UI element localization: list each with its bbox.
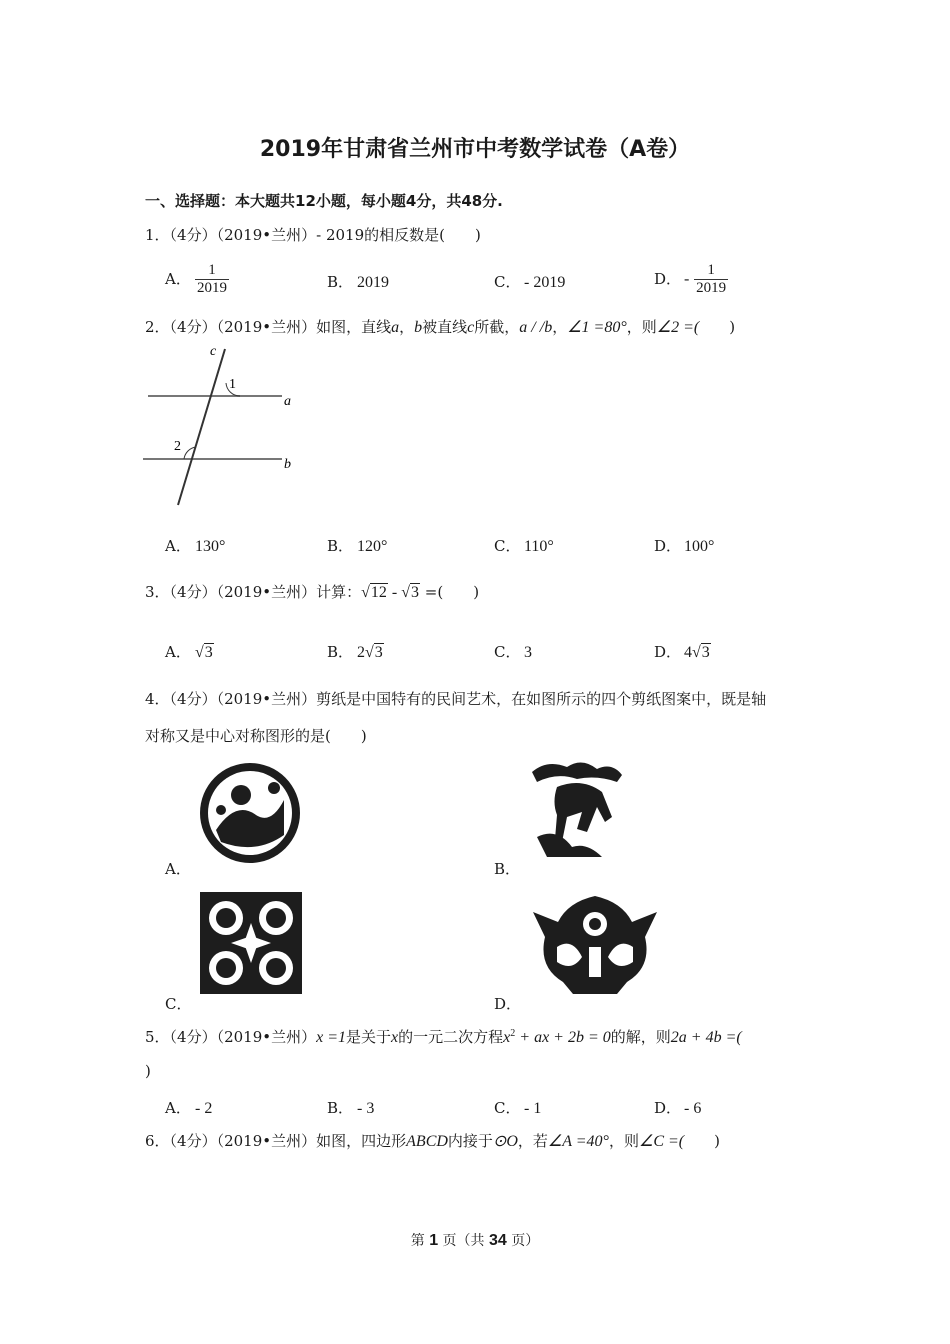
- question-3: 3．（4分）（2019•兰州）计算：√12 - √3 =( ): [145, 583, 480, 601]
- fraction: $\frac{1}{2019}$: [696, 262, 727, 296]
- option-d: D． - $\frac{1}{2019}$: [654, 262, 727, 296]
- question-2: 2．（4分）（2019•兰州）如图，直线a，b被直线c所截，a / /b，∠1 =80°，则∠2 =( ): [145, 318, 736, 336]
- option-b: B． 120°: [327, 537, 388, 555]
- option-d: D． - 6: [654, 1099, 702, 1117]
- label-1: 1: [229, 377, 236, 392]
- option-a: A． - 2: [165, 1099, 213, 1117]
- option-value: - 2019: [524, 274, 566, 291]
- question-number: 1．: [145, 226, 170, 244]
- label-2: 2: [174, 439, 181, 454]
- option-d: D． 100°: [654, 537, 715, 555]
- question-1: [145, 224, 481, 245]
- papercut-c-image: [196, 888, 306, 998]
- question-text: - 2019的相反数是( ): [316, 226, 481, 244]
- option-a: A．: [165, 860, 191, 878]
- option-b: B． 2√3: [327, 643, 383, 661]
- option-a: A． √3: [165, 643, 213, 661]
- label-b: b: [284, 457, 291, 472]
- option-label: A．: [165, 269, 191, 288]
- option-value: 2019: [357, 274, 389, 291]
- option-a: [165, 262, 229, 297]
- option-label: D．: [654, 269, 682, 288]
- question-meta: （4分）（2019•兰州）: [169, 226, 317, 244]
- option-b: [327, 271, 389, 292]
- option-a: A． 130°: [165, 537, 226, 555]
- option-d: D． 4√3: [654, 643, 710, 661]
- sqrt-12: √12: [361, 584, 387, 601]
- section-heading: 一、选择题：本大题共12小题，每小题4分，共48分.: [145, 192, 503, 210]
- option-label: C．: [494, 273, 521, 291]
- question-5-close: ): [145, 1062, 151, 1080]
- option-c: [494, 271, 565, 292]
- option-c: C． 3: [494, 643, 532, 661]
- option-c: C． - 1: [494, 1099, 542, 1117]
- label-c: c: [210, 344, 217, 359]
- papercut-d-image: [527, 892, 663, 998]
- parallel-lines-figure: [140, 343, 310, 508]
- option-b: B．: [494, 860, 521, 878]
- option-c: C． 110°: [494, 537, 554, 555]
- question-4-line-2: 对称又是中心对称图形的是( ): [145, 727, 367, 745]
- page-footer: 第 1 页（共 34 页）: [410, 1232, 540, 1249]
- option-label: B．: [327, 273, 354, 291]
- papercut-b-image: [527, 757, 627, 863]
- line-c: [178, 349, 225, 505]
- option-b: B． - 3: [327, 1099, 375, 1117]
- papercut-a-image: [196, 760, 304, 866]
- question-4: 4．（4分）（2019•兰州）剪纸是中国特有的民间艺术，在如图所示的四个剪纸图案中，既是轴: [145, 690, 767, 708]
- question-6: 6．（4分）（2019•兰州）如图，四边形ABCD内接于⊙O，若∠A =40°，则∠C =( ): [145, 1132, 720, 1150]
- exam-title: 2019年甘肃省兰州市中考数学试卷（A卷）: [259, 137, 691, 162]
- page-number: 1: [429, 1232, 439, 1249]
- fraction: $\frac{1}{2019}$: [197, 262, 227, 296]
- sqrt-3: √3: [401, 584, 420, 601]
- question-5: 5．（4分）（2019•兰州）x =1是关于x的一元二次方程$x^2$ + ax + 2b = 0的解，则2a + 4b =(: [145, 1028, 742, 1046]
- option-d: D．: [494, 995, 522, 1013]
- label-a: a: [284, 394, 291, 409]
- page-total: 34: [489, 1232, 507, 1249]
- option-c: C．: [165, 995, 192, 1013]
